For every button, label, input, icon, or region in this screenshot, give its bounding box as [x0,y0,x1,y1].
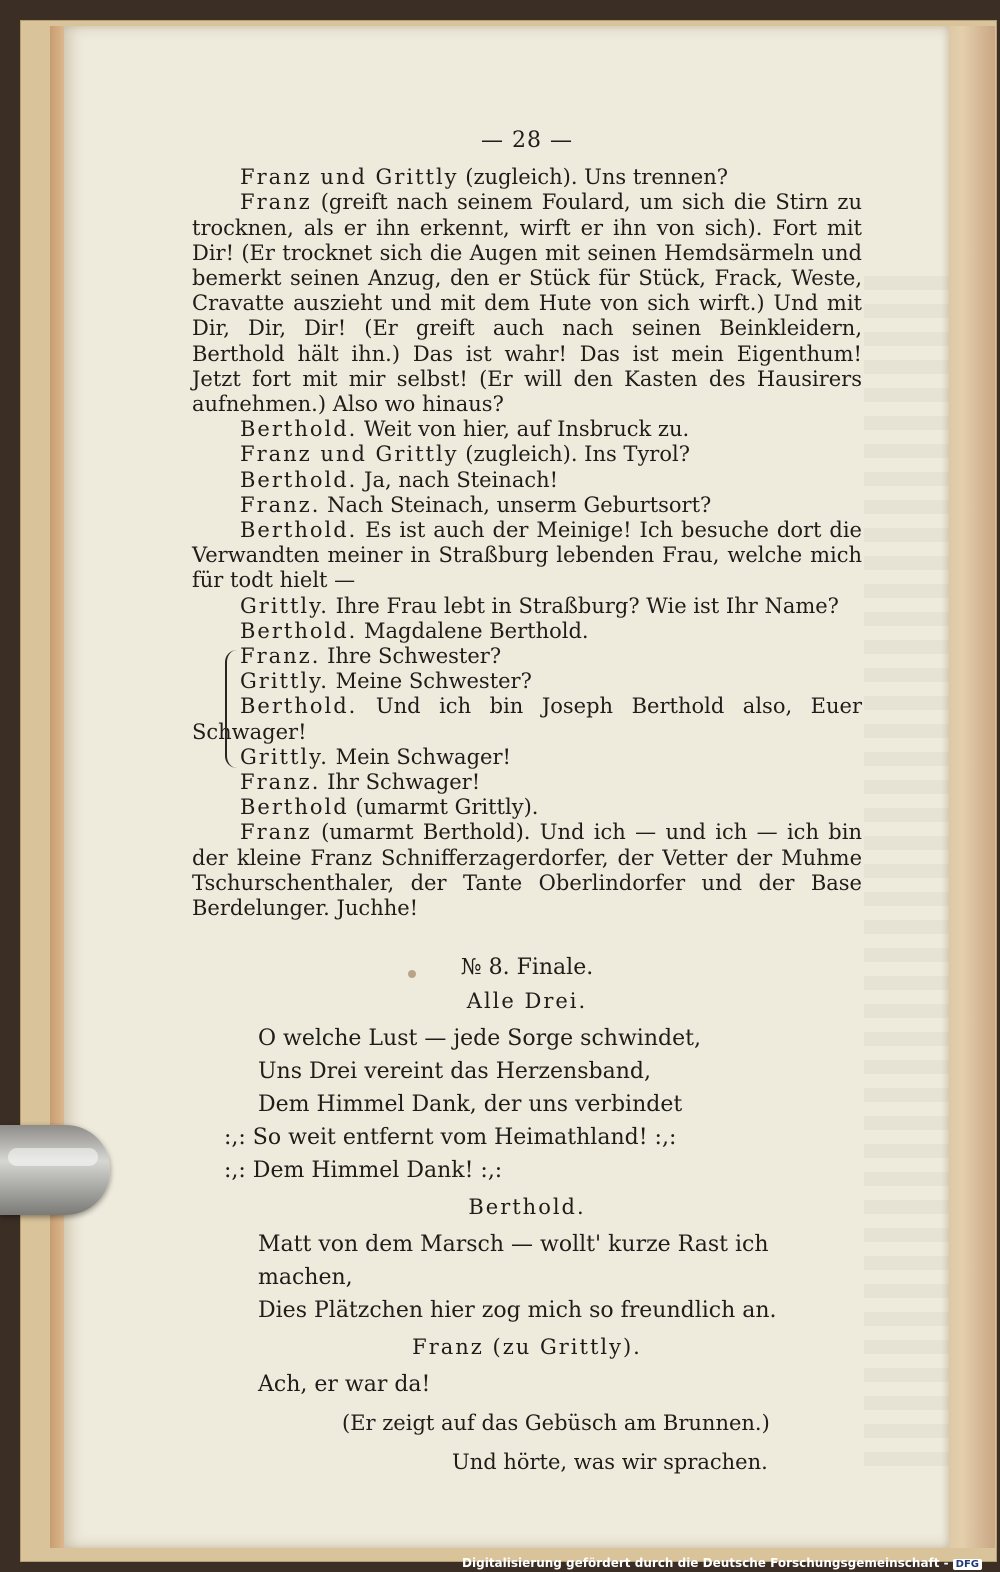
section-title: № 8. Finale. [460,955,594,981]
page-content [192,128,862,1479]
book-right-edge [948,26,995,1548]
dialogue-line: Franz. Ihr Schwager! [240,770,481,795]
verse-line: :,: Dem Himmel Dank! :,: [224,1157,503,1183]
dialogue-line: Franz (greift nach seinem Foulard, um sich die Stirn zu trocknen, als er ihn erkennt, wirft er ihn von sich). Fort mit Dir! (Er trocknet sich die Augen mit seinen Hemdsärmeln und bemerkt seinen Anzug, den er Stück für Stück, Frack, Weste, Cravatte auszieht und mit dem Hute von sich wirft.) Und mit Dir, Dir, Dir! (Er greift auch nach seinen Beinkleidern, Berthold hält ihn.) Das ist wahr! Das ist mein Eigenthum! Jetzt fort mit mir selbst! (Er will den Kasten des Hausirers aufnehmen.) Also wo hinaus? [192,190,862,417]
simultaneous-dialogue-group [192,644,862,795]
dialogue-line: Franz. Ihre Schwester? [240,644,502,669]
dialogue-line: Franz und Grittly (zugleich). Ins Tyrol? [240,442,690,467]
verse-line: Uns Drei vereint das Herzensband, [258,1058,651,1084]
show-through-text [864,276,949,1476]
dialogue-line: Berthold. Ja, nach Steinach! [240,467,559,492]
singer-heading-berthold: Berthold. [468,1194,586,1219]
dialogue-line: Berthold. Es ist auch der Meinige! Ich besuche dort die Verwandten meiner in Straßburg lebenden Frau, welche mich für todt hielt — [192,518,862,593]
verse-line: Und hörte, was wir sprachen. [452,1450,768,1475]
verse-line: Ach, er war da! [258,1372,431,1398]
dialogue-line: Berthold. Weit von hier, auf Insbruck zu. [240,417,690,442]
verse-line: Dem Himmel Dank, der uns verbindet [258,1091,683,1117]
page-number: — 28 — [481,128,573,153]
dialogue-line: Berthold (umarmt Grittly). [240,795,539,820]
dialogue-line: Franz. Nach Steinach, unserm Geburtsort? [240,492,712,517]
verse-line: Dies Plätzchen hier zog mich so freundlich an. [258,1297,777,1323]
digitization-credit: Digitalisierung gefördert durch die Deutsche Forschungsgemeinschaft - DFG [462,1556,982,1570]
page-clip-highlight [8,1148,98,1166]
dialogue-line: Berthold. Magdalene Berthold. [240,618,589,643]
brace-mark [225,650,237,768]
dialogue-line: Franz (umarmt Berthold). Und ich — und ich — ich bin der kleine Franz Schnifferzagerdorfer, der Vetter der Muhme Tschurschenthaler, der Tante Oberlindorfer und der Base Berdelunger. Juchhe! [192,820,862,921]
dialogue-line: Grittly. Mein Schwager! [240,744,511,769]
stage-direction: (Er zeigt auf das Gebüsch am Brunnen.) [342,1411,770,1436]
verse-line: Matt von dem Marsch — wollt' kurze Rast ich machen, [258,1231,769,1290]
singer-heading-franz: Franz (zu Grittly). [412,1334,642,1359]
page-clip [0,1125,110,1215]
dialogue-line: Grittly. Ihre Frau lebt in Straßburg? Wie ist Ihr Name? [240,593,839,618]
singers-heading: Alle Drei. [466,988,588,1013]
dialogue-line: Berthold. Und ich bin Joseph Berthold also, Euer Schwager! [192,694,862,744]
verse-line: :,: So weit entfernt vom Heimathland! :,: [224,1124,677,1150]
dfg-logo: DFG [953,1559,982,1570]
verse-line: O welche Lust — jede Sorge schwindet, [258,1025,701,1051]
dialogue-line: Grittly. Meine Schwester? [240,669,532,694]
dialogue-line: Franz und Grittly (zugleich). Uns trennen? [240,165,729,190]
